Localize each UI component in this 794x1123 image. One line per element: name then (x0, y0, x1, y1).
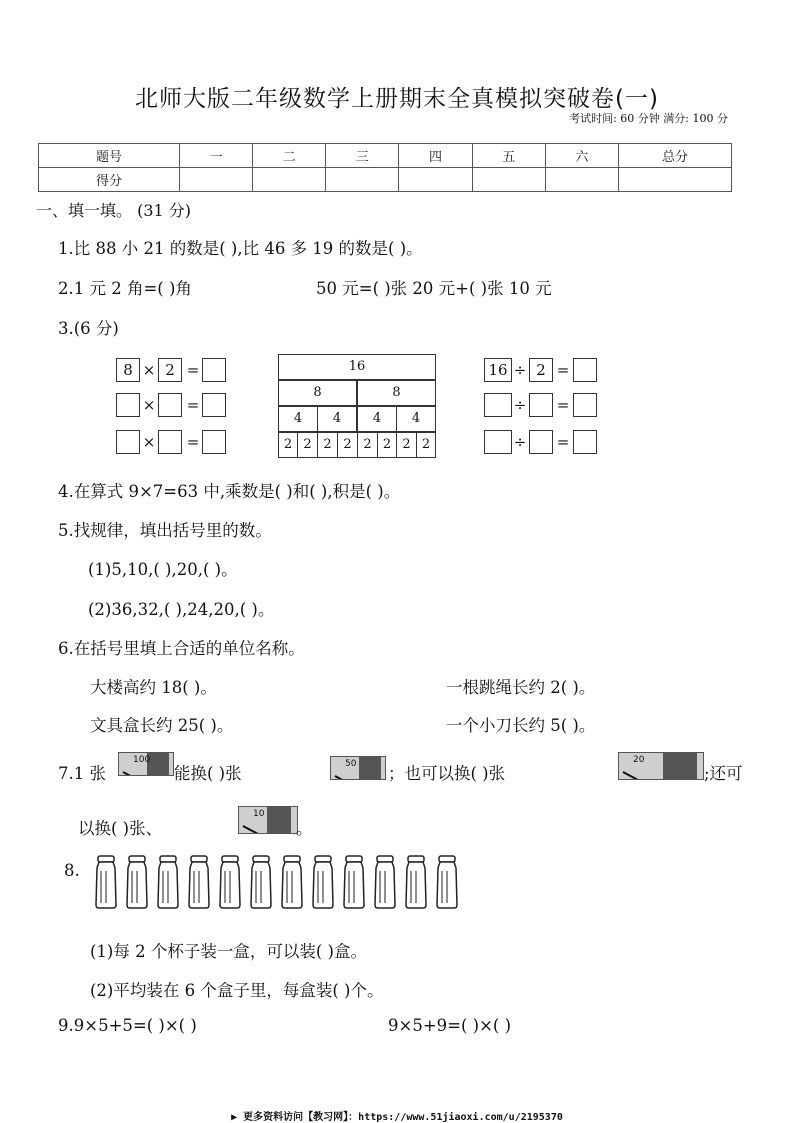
exam-info: 考试时间: 60 分钟 满分: 100 分 (569, 112, 728, 125)
question-7-text: ；也可以换( )张 (388, 764, 506, 783)
table-cell: 六 (545, 144, 618, 168)
question-2-part-a: 2.1 元 2 角=( )角 (58, 279, 192, 298)
bar-cell-4: 4 (317, 406, 357, 432)
times-sign: × (142, 396, 156, 414)
bar-cell-4: 4 (278, 406, 318, 432)
bar-cell-2: 2 (396, 432, 417, 458)
score-input-cell[interactable] (253, 168, 326, 192)
bar-cell-2: 2 (278, 432, 298, 458)
score-input-cell[interactable] (399, 168, 472, 192)
bar-cell-2: 2 (317, 432, 338, 458)
answer-box[interactable] (202, 393, 226, 417)
footer (0, 1108, 794, 1123)
score-table-score-row (39, 168, 732, 192)
equals-sign: = (186, 433, 200, 451)
answer-box[interactable] (529, 393, 553, 417)
banknote-100-yuan-icon: 100 (118, 752, 174, 776)
cup-icon (249, 855, 273, 909)
answer-box[interactable] (116, 430, 140, 454)
question-4: 4.在算式 9×7=63 中,乘数是( )和( ),积是( )。 (58, 482, 401, 501)
answer-box[interactable] (484, 430, 512, 454)
question-5-part-2: (2)36,32,( ),24,20,( )。 (88, 600, 275, 619)
banknote-10-yuan-icon: 10 (238, 806, 298, 834)
given-number-box: 2 (529, 358, 553, 382)
flag-icon: ▶ (231, 1112, 238, 1123)
divide-sign: ÷ (513, 433, 527, 451)
answer-box[interactable] (573, 430, 597, 454)
section-heading: 一、填一填。 (31 分) (36, 201, 192, 220)
cup-icon (218, 855, 242, 909)
divide-sign: ÷ (513, 361, 527, 379)
given-number-box: 16 (484, 358, 512, 382)
table-cell: 总分 (619, 144, 732, 168)
answer-box[interactable] (202, 358, 226, 382)
bar-cell-8: 8 (357, 380, 436, 406)
equals-sign: = (556, 433, 570, 451)
question-6: 6.在括号里填上合适的单位名称。 (58, 639, 305, 658)
bar-cell-8: 8 (278, 380, 357, 406)
score-input-cell[interactable] (326, 168, 399, 192)
question-7-text: ;还可 (704, 764, 743, 783)
answer-box[interactable] (573, 393, 597, 417)
bar-cell-2: 2 (337, 432, 358, 458)
cup-icon (280, 855, 304, 909)
question-8: 8. (64, 861, 80, 880)
question-7-text: 能换( )张 (174, 764, 242, 783)
bar-cell-2: 2 (297, 432, 318, 458)
bar-cell-2: 2 (377, 432, 397, 458)
score-input-cell[interactable] (619, 168, 732, 192)
question-6-item-a: 大楼高约 18( )。 (90, 678, 217, 697)
question-8-part-1: (1)每 2 个杯子装一盒，可以装( )盒。 (90, 942, 367, 961)
score-input-cell[interactable] (545, 168, 618, 192)
answer-box[interactable] (202, 430, 226, 454)
footer-link[interactable]: 更多资料访问【教习网】：https://www.51jiaoxi.com/u/2195370 (243, 1112, 563, 1123)
score-table (38, 143, 732, 192)
cup-icon (187, 855, 211, 909)
answer-box[interactable] (529, 430, 553, 454)
page-title: 北师大版二年级数学上册期末全真模拟突破卷(一) (135, 86, 659, 112)
divide-sign: ÷ (513, 396, 527, 414)
table-cell: 得分 (39, 168, 180, 192)
cup-icon (342, 855, 366, 909)
answer-box[interactable] (116, 393, 140, 417)
table-cell: 五 (472, 144, 545, 168)
score-input-cell[interactable] (180, 168, 253, 192)
table-cell: 二 (253, 144, 326, 168)
question-7-text: 以换( )张、 (78, 819, 163, 838)
bar-cell-16: 16 (278, 354, 436, 380)
given-number-box: 8 (116, 358, 140, 382)
cup-icon (373, 855, 397, 909)
question-3: 3.(6 分) (58, 319, 119, 338)
times-sign: × (142, 433, 156, 451)
bar-cell-2: 2 (416, 432, 436, 458)
table-cell: 四 (399, 144, 472, 168)
question-5: 5.找规律，填出括号里的数。 (58, 521, 272, 540)
table-cell: 三 (326, 144, 399, 168)
question-5-part-1: (1)5,10,( ),20,( )。 (88, 560, 238, 579)
equals-sign: = (186, 361, 200, 379)
cup-icon (125, 855, 149, 909)
question-6-item-c: 文具盒长约 25( )。 (90, 716, 234, 735)
given-number-box: 2 (158, 358, 182, 382)
table-cell: 一 (180, 144, 253, 168)
question-6-item-d: 一个小刀长约 5( )。 (446, 716, 596, 735)
question-2-part-b: 50 元=( )张 20 元+( )张 10 元 (316, 279, 552, 298)
times-sign: × (142, 361, 156, 379)
bar-cell-4: 4 (357, 406, 397, 432)
question-9-part-a: 9.9×5+5=( )×( ) (58, 1016, 197, 1035)
score-input-cell[interactable] (472, 168, 545, 192)
bar-cell-2: 2 (357, 432, 378, 458)
banknote-50-yuan-icon: 50 (330, 756, 386, 780)
table-cell: 题号 (39, 144, 180, 168)
equals-sign: = (186, 396, 200, 414)
cup-icon (156, 855, 180, 909)
bar-cell-4: 4 (396, 406, 436, 432)
question-1: 1.比 88 小 21 的数是( ),比 46 多 19 的数是( )。 (58, 239, 423, 258)
cup-icon (435, 855, 459, 909)
score-table-header-row (39, 144, 732, 168)
equals-sign: = (556, 361, 570, 379)
question-9-part-b: 9×5+9=( )×( ) (388, 1016, 512, 1035)
answer-box[interactable] (158, 393, 182, 417)
banknote-20-yuan-icon: 20 (618, 752, 704, 780)
equals-sign: = (556, 396, 570, 414)
question-7-text: 。 (296, 819, 313, 838)
question-7-number: 7.1 张 (58, 764, 106, 783)
cup-icon (404, 855, 428, 909)
cup-icon (311, 855, 335, 909)
cup-icon (94, 855, 118, 909)
answer-box[interactable] (158, 430, 182, 454)
answer-box[interactable] (484, 393, 512, 417)
question-8-part-2: (2)平均装在 6 个盒子里，每盒装( )个。 (90, 981, 384, 1000)
question-6-item-b: 一根跳绳长约 2( )。 (446, 678, 596, 697)
answer-box[interactable] (573, 358, 597, 382)
